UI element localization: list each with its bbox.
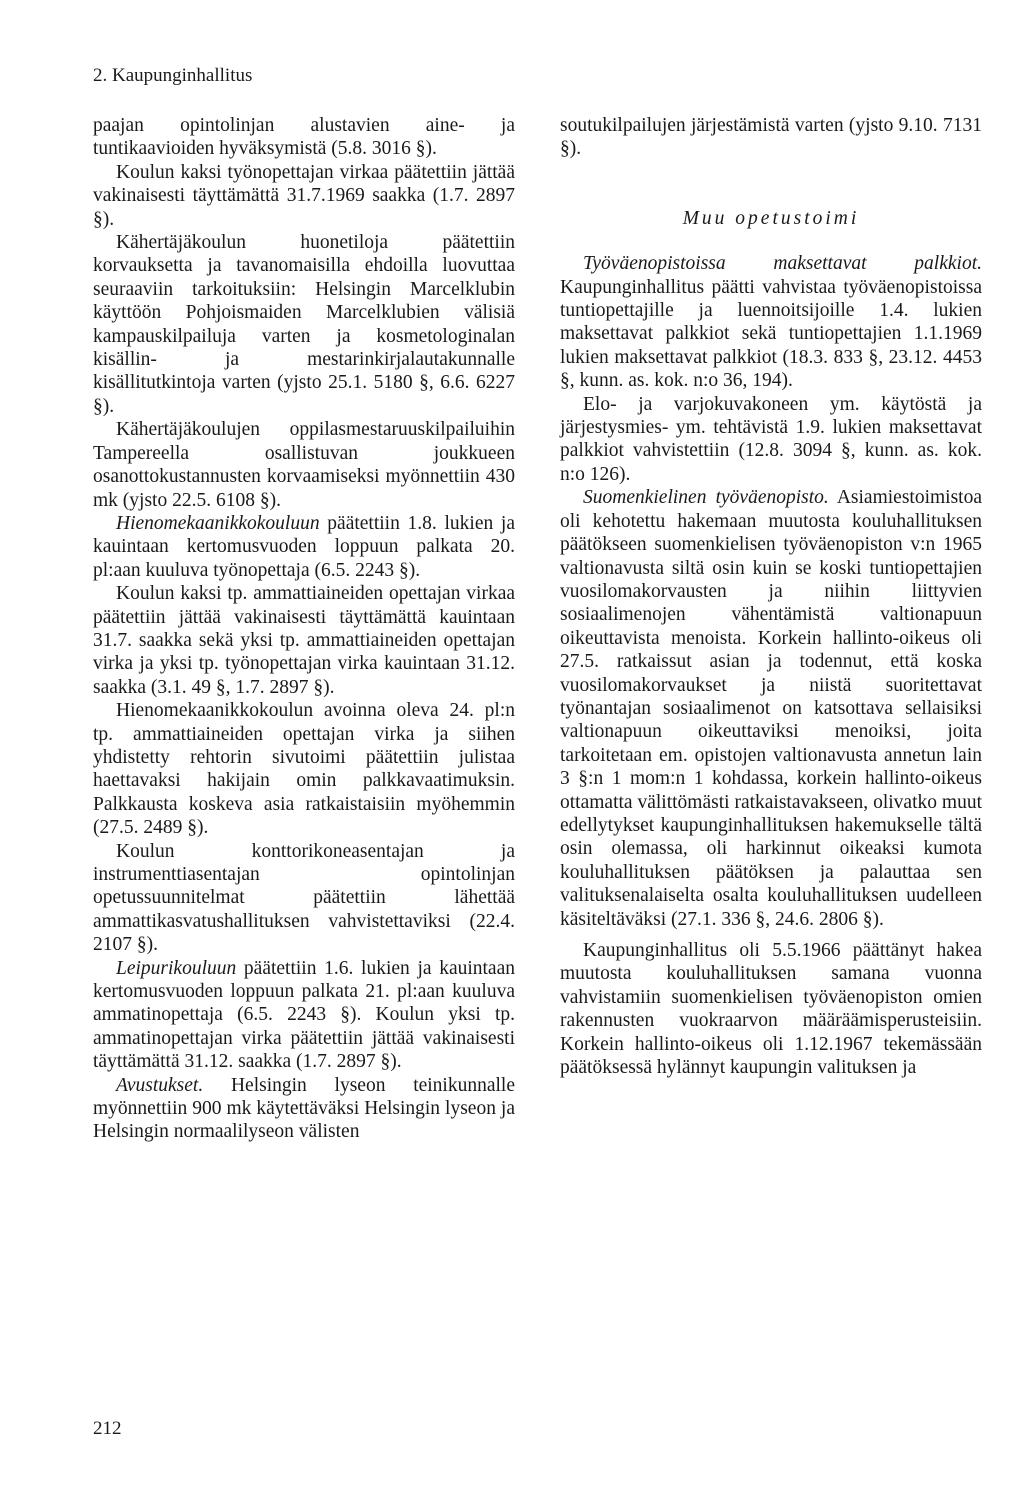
paragraph: Hienomekaanikkokoulun avoinna oleva 24. pl:n tp. ammattiaineiden opettajan virka ja siihen yhdistetty rehtorin sivutoimi päätettiin julistaa haettavaksi hakijain omin palkkavaatimuksin. Palkkausta koskeva asia ratkaistaisiin myöhemmin (27.5. 2489 §). <box>93 700 515 839</box>
left-column <box>93 114 515 1144</box>
paragraph-lead: Työväenopistoissa maksettavat palkkiot. <box>583 253 982 275</box>
section-heading: Muu opetustoimi <box>682 207 860 229</box>
paragraph: Koulun konttorikoneasentajan ja instrumenttiasentajan opintolinjan opetussuunnitelmat päätettiin lähettää ammattikasvatushallituksen vahvistettaviksi (22.4. 2107 §). <box>93 840 515 956</box>
paragraph-lead: Suomenkielinen työväenopisto. <box>583 487 829 509</box>
running-head: 2. Kaupunginhallitus <box>93 65 253 86</box>
paragraph: Koulun kaksi tp. ammattiaineiden opettajan virkaa päätettiin jättää vakinaisesti täyttämättä kauintaan 31.7. saakka sekä yksi tp. ammattiaineiden opettajan virka ja yksi tp. työnopettajan virka kauintaan 31.12. saakka (3.1. 49 §, 1.7. 2897 §). <box>93 583 515 698</box>
paragraph: soutukilpailujen järjestämistä varten (yjsto 9.10. 7131 §). <box>560 115 982 160</box>
paragraph: Suomenkielinen työväenopisto. Asiamiestoimistoa oli kehotettu hakemaan muutosta kouluhallituksen päätökseen suomenkielisen työväenopiston v:n 1965 valtionavusta siltä osin kuin se koski tuntiopettajien vuosilomakorvausten ja niihin liittyvien sosiaalimenojen vähentämistä valtionapuun oikeuttavista menoista. Korkein hallinto-oikeus oli 27.5. ratkaissut asian ja todennut, että koska vuosilomakorvaukset ja niistä suoritettavat työnantajan sosiaalimenot on katsottava sellaisiksi valtionapuun oikeuttaviksi menoiksi, joita tarkoitetaan em. opistojen valtionavusta annetun lain 3 §:n 1 mom:n 1 kohdassa, korkein hallinto-oikeus ottamatta välittömästi ratkaistavakseen, olivatko muut edellytykset kaupunginhallituksen hakemukselle tältä osin olemassa, oli harkinnut oikeaksi kumota kouluhallituksen päätöksen ja palauttaa sen valituksenalaiselta osalta kouluhallituksen uudelleen käsiteltäväksi (27.1. 336 §, 24.6. 2806 §). <box>560 487 982 930</box>
paragraph: Kaupunginhallitus oli 5.5.1966 päättänyt hakea muutosta kouluhallituksen samana vuonna vahvistamiin suomenkielisen työväenopiston omien rakennusten vuokraarvon määräämisperusteisiin. Korkein hallinto-oikeus oli 1.12.1967 tekemässään päätöksessä hylännyt kaupungin valituksen ja <box>560 940 982 1079</box>
right-column <box>560 114 982 1079</box>
paragraph: Kähertäjäkoulun huonetiloja päätettiin korvauksetta ja tavanomaisilla ehdoilla luovuttaa seuraaviin tarkoituksiin: Helsingin Marcelklubin käyttöön Pohjoismaiden Marcelklubien välisiä kampauskilpailuja varten ja kosmetologinalan kisällin- ja mestarinkirjalautakunnalle kisällitutkintoja varten (yjsto 25.1. 5180 §, 6.6. 6227 §). <box>93 232 515 417</box>
paragraph: Leipurikouluun päätettiin 1.6. lukien ja kauintaan kertomusvuoden loppuun palkata 21. pl:aan kuuluva ammatinopettaja (6.5. 2243 §). Koulun yksi tp. ammatinopettajan virka päätettiin jättää vakinaisesti täyttämättä 31.12. saakka (1.7. 2897 §). <box>93 957 515 1073</box>
paragraph: Kähertäjäkoulujen oppilasmestaruuskilpailuihin Tampereella osallistuvan joukkueen osanottokustannusten korvaamiseksi myönnettiin 430 mk (yjsto 22.5. 6108 §). <box>93 419 515 511</box>
paragraph-lead: Hienomekaanikkokouluun <box>116 512 320 534</box>
paragraph: Elo- ja varjokuvakoneen ym. käytöstä ja järjestysmies- ym. tehtävistä 1.9. lukien maksettavat palkkiot vahvistettiin (12.8. 3094 §, kunn. as. kok. n:o 126). <box>560 393 982 485</box>
paragraph: Avustukset. Helsingin lyseon teinikunnalle myönnettiin 900 mk käytettäväksi Helsingin lyseon ja Helsingin normaalilyseon välisten <box>93 1074 515 1143</box>
paragraph-lead: Avustukset. <box>116 1074 204 1096</box>
paragraph: paajan opintolinjan alustavien aine- ja tuntikaavioiden hyväksymistä (5.8. 3016 §). <box>93 115 515 160</box>
paragraph-lead: Leipurikouluun <box>116 957 237 979</box>
paragraph: Hienomekaanikkokouluun päätettiin 1.8. lukien ja kauintaan kertomusvuoden loppuun palkata 20. pl:aan kuuluva työnopettaja (6.5. 2243 §). <box>93 512 515 581</box>
paragraph: Koulun kaksi työnopettajan virkaa päätettiin jättää vakinaisesti täyttämättä 31.7.1969 saakka (1.7. 2897 §). <box>93 161 515 230</box>
paragraph: Työväenopistoissa maksettavat palkkiot. Kaupunginhallitus päätti vahvistaa työväenopistoissa tuntiopettajille ja luennoitsijoille 1.4. lukien maksettavat palkkiot sekä tuntiopettajien 1.1.1969 lukien maksettavat palkkiot (18.3. 833 §, 23.12. 4453 §, kunn. as. kok. n:o 36, 194). <box>560 253 982 392</box>
page-number: 212 <box>93 1418 122 1439</box>
